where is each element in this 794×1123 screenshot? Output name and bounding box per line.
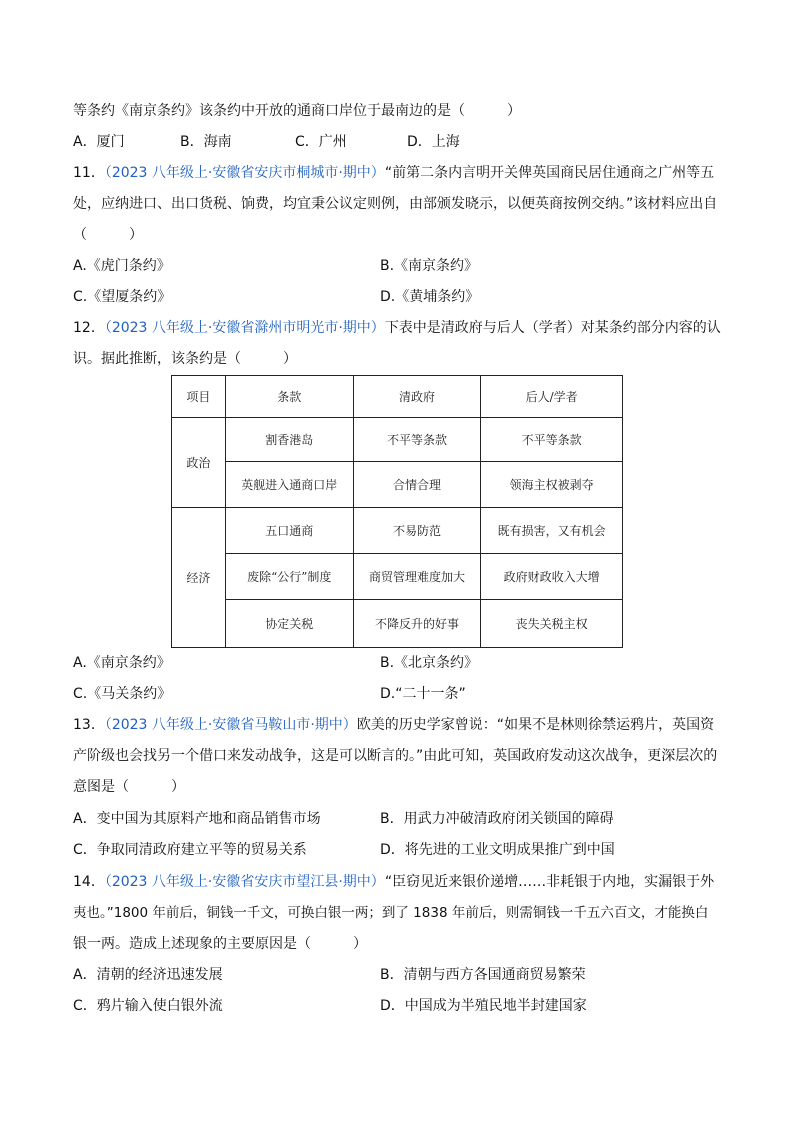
table-cell: 废除“公行”制度 <box>225 554 353 600</box>
option-a: A．清朝的经济迅速发展 <box>73 967 223 983</box>
question-number: 11． <box>73 165 105 181</box>
option-a: A．变中国为其原料产地和商品销售市场 <box>73 811 321 827</box>
option-a: A．厦门 <box>73 134 125 150</box>
question-13-line3: 意图是（ ） <box>73 779 185 795</box>
option-b: B．海南 <box>180 134 232 150</box>
question-source: （2023 八年级上·安徽省安庆市桐城市·期中） <box>104 165 385 181</box>
option-c: C.《望厦条约》 <box>73 289 172 305</box>
question-11-line1 <box>73 163 714 183</box>
question-11-line2: 处，应纳进口、出口货税、饷费，均宜秉公议定则例，由部颁发晓示，以便英商按例交纳。”该材料应出自 <box>73 196 718 212</box>
option-d: D．将先进的工业文明成果推广到中国 <box>380 842 615 858</box>
option-b: B．用武力冲破清政府闭关锁国的障碍 <box>380 811 614 827</box>
option-b: B.《北京条约》 <box>380 655 479 671</box>
table-group-label: 政治 <box>172 418 226 508</box>
question-source: （2023 八年级上·安徽省滁州市明光市·期中） <box>104 320 385 336</box>
question-text: “臣窃见近来银价递增……非耗银于内地，实漏银于外 <box>384 874 715 890</box>
table-cell: 英舰进入通商口岸 <box>225 462 353 508</box>
table-row <box>172 418 623 462</box>
table-cell: 协定关税 <box>225 600 353 648</box>
table-group-label: 经济 <box>172 508 226 648</box>
option-c: C.《马关条约》 <box>73 686 172 702</box>
table-cell: 不平等条款 <box>353 418 481 462</box>
table-cell: 割香港岛 <box>225 418 353 462</box>
question-13-line2: 产阶级也会找另一个借口来发动战争，这是可以断言的。”由此可知，英国政府发动这次战争，更深层次的 <box>73 748 718 764</box>
table-cell: 政府财政收入大增 <box>481 554 623 600</box>
table-cell: 合情合理 <box>353 462 481 508</box>
table-row <box>172 508 623 554</box>
question-12-line1 <box>73 318 721 338</box>
table-row <box>172 462 623 508</box>
table-cell: 丧失关税主权 <box>481 600 623 648</box>
table-cell: 不平等条款 <box>481 418 623 462</box>
question-number: 12． <box>73 320 105 336</box>
question-14-line2: 夷也。”1800 年前后，铜钱一千文，可换白银一两；到了 1838 年前后，则需铜钱一千五六百文，才能换白 <box>73 905 709 921</box>
table-cell: 既有损害，又有机会 <box>481 508 623 554</box>
option-b: B．清朝与西方各国通商贸易繁荣 <box>380 967 586 983</box>
option-c: C．广州 <box>295 134 347 150</box>
option-d: D.《黄埔条约》 <box>380 289 480 305</box>
question-number: 14． <box>73 874 105 890</box>
table-cell: 不降反升的好事 <box>353 600 481 648</box>
table-header: 项目 <box>172 376 226 418</box>
option-a: A.《虎门条约》 <box>73 258 171 274</box>
table-cell: 不易防范 <box>353 508 481 554</box>
question-10-stem: 等条约《南京条约》该条约中开放的通商口岸位于最南边的是（ ） <box>73 103 521 119</box>
table-header-row <box>172 376 623 418</box>
question-text: 欧美的历史学家曾说：“如果不是林则徐禁运鸦片，英国资 <box>356 717 715 733</box>
table-header: 条款 <box>225 376 353 418</box>
question-text: “前第二条内言明开关俾英国商民居住通商之广州等五 <box>384 165 715 181</box>
option-d: D．中国成为半殖民地半封建国家 <box>380 998 587 1014</box>
option-a: A.《南京条约》 <box>73 655 171 671</box>
table-header: 清政府 <box>353 376 481 418</box>
table-cell: 领海主权被剥夺 <box>481 462 623 508</box>
question-14-line3: 银一两。造成上述现象的主要原因是（ ） <box>73 936 367 952</box>
question-source: （2023 八年级上·安徽省马鞍山市·期中） <box>104 717 357 733</box>
question-text: 下表中是清政府与后人（学者）对某条约部分内容的认 <box>384 320 721 336</box>
option-d: D.“二十一条” <box>380 686 466 702</box>
question-12-line2: 识。据此推断，该条约是（ ） <box>73 351 297 367</box>
treaty-table <box>171 375 623 648</box>
table-row <box>172 600 623 648</box>
table-row <box>172 554 623 600</box>
question-11-line3: （ ） <box>73 227 143 243</box>
table-cell: 五口通商 <box>225 508 353 554</box>
question-source: （2023 八年级上·安徽省安庆市望江县·期中） <box>104 874 385 890</box>
option-b: B.《南京条约》 <box>380 258 479 274</box>
question-13-line1 <box>73 715 714 735</box>
option-c: C．鸦片输入使白银外流 <box>73 998 223 1014</box>
table-cell: 商贸管理难度加大 <box>353 554 481 600</box>
question-14-line1 <box>73 872 714 892</box>
option-c: C．争取同清政府建立平等的贸易关系 <box>73 842 307 858</box>
question-number: 13． <box>73 717 105 733</box>
table-header: 后人/学者 <box>481 376 623 418</box>
option-d: D．上海 <box>407 134 460 150</box>
